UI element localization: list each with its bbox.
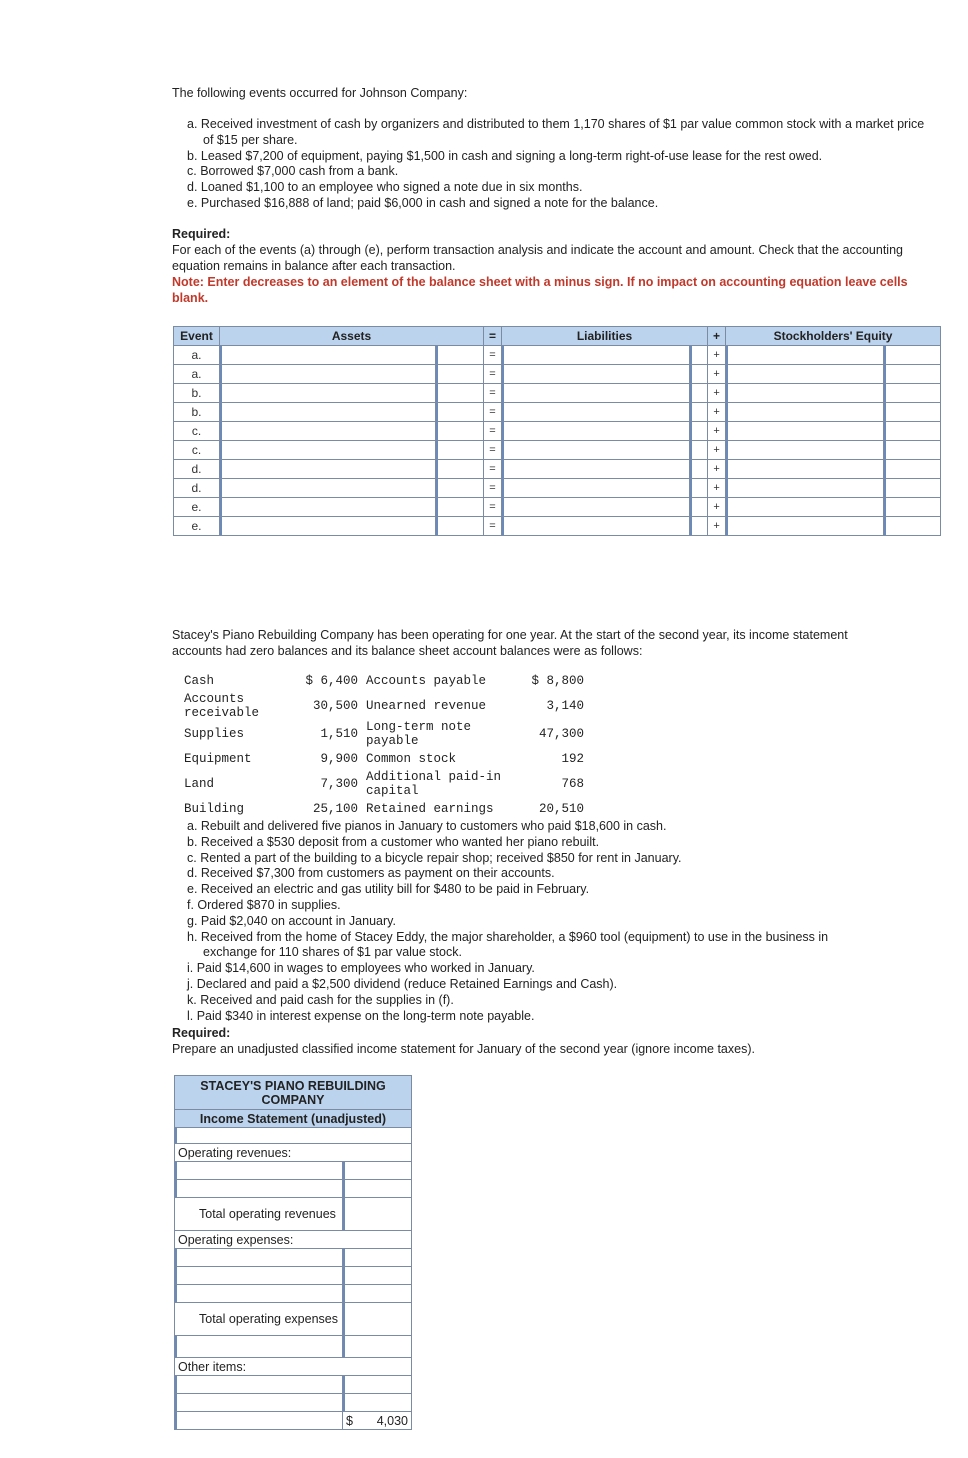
transaction-row [174,479,941,498]
problem2-event-list [187,819,877,1024]
assets-amount-cell [436,441,484,460]
asset-name: Equipment [184,752,252,766]
header-stockholders-equity: Stockholders' Equity [726,327,941,346]
pretax-income-input[interactable] [343,1394,411,1411]
equity-account-input[interactable] [726,384,883,402]
equity-account-input[interactable] [726,460,883,478]
event-label: c. [174,422,220,441]
income-statement [174,1075,412,1430]
equity-account-cell [726,346,884,365]
equity-amount-cell [884,403,941,422]
assets-amount-cell [436,460,484,479]
total-operating-expenses-label [175,1303,343,1336]
equity-amount-cell [884,384,941,403]
plus-sign: + [708,346,726,365]
header-liabilities: Liabilities [502,327,708,346]
liabilities-account-cell [502,498,690,517]
liability-equity-name: Long-term note payable [366,720,472,748]
equity-account-input[interactable] [726,479,883,497]
revenue-account-input-2[interactable] [175,1180,342,1197]
assets-account-input[interactable] [220,384,435,402]
equity-amount-input[interactable] [884,441,940,459]
assets-amount-input[interactable] [436,422,483,440]
equity-account-input[interactable] [726,498,883,516]
assets-amount-input[interactable] [436,346,483,364]
liabilities-account-cell [502,517,690,536]
assets-account-cell [220,422,436,441]
header-plus: + [708,327,726,346]
other-item-amount-input[interactable] [343,1376,411,1393]
problem2-event-item: d. Received $7,300 from customers as payment on their accounts. [187,866,555,881]
equity-account-cell [726,403,884,422]
asset-name: Supplies [184,727,245,741]
liabilities-amount-cell [690,441,708,460]
expense-account-input-2[interactable] [175,1267,342,1284]
net-income-value[interactable] [343,1412,412,1430]
balance-row [180,720,588,748]
problem1-event-item: d. Loaned $1,100 to an employee who signed a note due in six months. [187,180,583,195]
revenue-amount-input-2[interactable] [343,1180,411,1197]
equals-sign: = [484,384,502,403]
liabilities-amount-input[interactable] [690,384,707,402]
liabilities-amount-cell [690,422,708,441]
plus-sign: + [708,517,726,536]
assets-account-input[interactable] [220,403,435,421]
assets-account-input[interactable] [220,346,435,364]
dollar-sign: $ [346,1413,353,1428]
revenue-amount-input-1[interactable] [343,1162,411,1179]
equity-amount-input[interactable] [884,346,940,364]
balance-row [180,692,588,720]
event-label: e. [174,517,220,536]
assets-account-cell [220,498,436,517]
header-equals: = [484,327,502,346]
liabilities-amount-input[interactable] [690,460,707,478]
liabilities-account-input[interactable] [502,422,689,440]
problem2-event-item: c. Rented a part of the building to a bicycle repair shop; received $850 for rent in January. [187,850,682,865]
liability-equity-name: Accounts payable [366,674,487,688]
total-operating-revenues-text: Total operating revenues [199,1207,336,1221]
assets-amount-input[interactable] [436,441,483,459]
transaction-row [174,441,941,460]
liabilities-account-input[interactable] [502,460,689,478]
total-operating-revenues-input[interactable] [343,1198,411,1230]
assets-amount-cell [436,384,484,403]
liabilities-amount-input[interactable] [690,365,707,383]
asset-value: $ 6,400 [305,674,358,688]
net-income-amount: 4,030 [376,1413,408,1428]
event-label: d. [174,479,220,498]
assets-account-input[interactable] [220,365,435,383]
assets-account-input[interactable] [220,517,435,535]
liability-equity-name: Retained earnings [366,802,494,816]
equity-amount-input[interactable] [884,403,940,421]
transaction-row [174,346,941,365]
equity-account-cell [726,460,884,479]
liabilities-amount-cell [690,517,708,536]
pretax-income-label-input[interactable] [175,1394,342,1411]
problem1-event-item: a. Received investment of cash by organizers and distributed to them 1,170 shares of $1 par value common stock with a market price of $15 per share. [187,117,925,147]
plus-sign: + [708,422,726,441]
transaction-table [173,326,941,536]
statement-company-name: STACEY'S PIANO REBUILDING COMPANY [175,1076,412,1110]
assets-amount-cell [436,517,484,536]
expense-account-input-3[interactable] [175,1285,342,1302]
equals-sign: = [484,460,502,479]
liabilities-amount-input[interactable] [690,346,707,364]
header-event: Event [174,327,220,346]
liabilities-account-cell [502,346,690,365]
asset-name: Land [184,777,215,791]
asset-name: Cash [184,674,215,688]
asset-value: 7,300 [320,777,358,791]
liabilities-account-cell [502,479,690,498]
liabilities-amount-input[interactable] [690,517,707,535]
assets-account-cell [220,441,436,460]
assets-amount-cell [436,403,484,422]
problem2-event-item: a. Rebuilt and delivered five pianos in January to customers who paid $18,600 in cash. [187,819,667,833]
asset-name: Accounts receivable [184,692,260,720]
plus-sign: + [708,479,726,498]
liabilities-amount-input[interactable] [690,422,707,440]
balance-row [180,798,588,820]
event-label: a. [174,365,220,384]
liabilities-account-cell [502,365,690,384]
problem1-required-label: Required: [172,227,231,241]
equity-amount-cell [884,479,941,498]
problem1-intro: The following events occurred for Johnson Company: [172,86,468,100]
transaction-row [174,460,941,479]
problem2-intro: Stacey's Piano Rebuilding Company has been operating for one year. At the start of the second year, its income statement accounts had zero balances and its balance sheet account balances were as follows: [172,628,848,658]
equity-account-cell [726,384,884,403]
assets-amount-cell [436,422,484,441]
equity-account-input[interactable] [726,422,883,440]
operating-revenues-label: Operating revenues: [175,1144,412,1162]
equity-account-input[interactable] [726,346,883,364]
balance-table [180,670,588,820]
assets-amount-cell [436,498,484,517]
expense-amount-input-3[interactable] [343,1285,411,1302]
problem1-note: Note: Enter decreases to an element of the balance sheet with a minus sign. If no impact on accounting equation leave cells blank. [172,275,908,305]
liabilities-account-input[interactable] [502,346,689,364]
event-label: d. [174,460,220,479]
assets-amount-input[interactable] [436,517,483,535]
liabilities-amount-cell [690,365,708,384]
event-label: a. [174,346,220,365]
liability-equity-name: Unearned revenue [366,699,487,713]
event-label: e. [174,498,220,517]
total-operating-revenues-label [175,1198,343,1231]
problem2-event-item: l. Paid $340 in interest expense on the long-term note payable. [187,1008,535,1023]
equity-amount-cell [884,365,941,384]
statement-date-input[interactable] [175,1128,411,1143]
balance-row [180,670,588,692]
equity-account-cell [726,517,884,536]
assets-amount-input[interactable] [436,479,483,497]
plus-sign: + [708,384,726,403]
assets-amount-input[interactable] [436,498,483,516]
assets-account-cell [220,365,436,384]
expense-amount-input-2[interactable] [343,1267,411,1284]
liabilities-account-cell [502,384,690,403]
revenue-account-input-1[interactable] [175,1162,342,1179]
equity-account-input[interactable] [726,403,883,421]
equity-account-input[interactable] [726,517,883,535]
liabilities-account-cell [502,460,690,479]
assets-amount-input[interactable] [436,384,483,402]
assets-account-cell [220,479,436,498]
total-operating-expenses-input[interactable] [343,1303,411,1335]
problem2-event-item: i. Paid $14,600 in wages to employees who worked in January. [187,961,535,976]
other-items-label: Other items: [175,1358,412,1376]
equity-account-cell [726,479,884,498]
plus-sign: + [708,365,726,384]
transaction-row [174,422,941,441]
liabilities-amount-cell [690,498,708,517]
equity-account-cell [726,365,884,384]
transaction-row [174,403,941,422]
equals-sign: = [484,403,502,422]
header-assets: Assets [220,327,484,346]
assets-amount-cell [436,365,484,384]
problem1-event-item: b. Leased $7,200 of equipment, paying $1,500 in cash and signing a long-term right-of-use lease for the rest owed. [187,148,823,163]
asset-value: 30,500 [312,699,358,713]
problem2-event-item: g. Paid $2,040 on account in January. [187,913,396,928]
equity-account-cell [726,422,884,441]
event-label: b. [174,403,220,422]
problem1-event-list [187,117,927,212]
transaction-row [174,384,941,403]
liabilities-amount-input[interactable] [690,479,707,497]
operating-income-input[interactable] [343,1336,411,1357]
liabilities-account-cell [502,441,690,460]
assets-account-cell [220,460,436,479]
equals-sign: = [484,517,502,536]
equals-sign: = [484,422,502,441]
liabilities-amount-cell [690,384,708,403]
asset-value: 9,900 [320,752,358,766]
liabilities-amount-input[interactable] [690,403,707,421]
assets-amount-cell [436,346,484,365]
equity-account-input[interactable] [726,441,883,459]
equals-sign: = [484,498,502,517]
assets-account-input[interactable] [220,498,435,516]
plus-sign: + [708,441,726,460]
transaction-row [174,498,941,517]
plus-sign: + [708,403,726,422]
liability-equity-value: 20,510 [538,802,584,816]
event-label: c. [174,441,220,460]
problem2-event-item: b. Received a $530 deposit from a customer who wanted her piano rebuilt. [187,834,600,849]
assets-amount-input[interactable] [436,365,483,383]
plus-sign: + [708,498,726,517]
operating-expenses-label: Operating expenses: [175,1231,412,1249]
equals-sign: = [484,346,502,365]
operating-income-label-input[interactable] [175,1336,342,1357]
problem2-required-label: Required: [172,1026,231,1040]
plus-sign: + [708,460,726,479]
problem1-required-text: For each of the events (a) through (e), perform transaction analysis and indicate the account and amount. Check that the accounting equation remains in balance after each transaction. [172,243,903,273]
equity-amount-cell [884,460,941,479]
problem2-event-item: h. Received from the home of Stacey Eddy, the major shareholder, a $960 tool (equipment) to use in the business in exchange for 110 shares of $1 par value stock. [187,929,829,960]
expense-account-input-1[interactable] [175,1249,342,1266]
transaction-row [174,517,941,536]
asset-value: 1,510 [320,727,358,741]
equity-amount-input[interactable] [884,498,940,516]
liability-equity-name: Additional paid-in capital [366,770,502,798]
net-income-label-input[interactable] [175,1412,342,1429]
event-label: b. [174,384,220,403]
liability-equity-value: 3,140 [546,699,584,713]
liabilities-amount-cell [690,460,708,479]
problem2-event-item: k. Received and paid cash for the supplies in (f). [187,992,454,1007]
equity-amount-input[interactable] [884,517,940,535]
assets-amount-cell [436,479,484,498]
problem2-event-item: e. Received an electric and gas utility bill for $480 to be paid in February. [187,882,590,897]
liability-equity-value: 192 [561,752,584,766]
assets-account-cell [220,384,436,403]
equity-amount-cell [884,441,941,460]
liabilities-amount-input[interactable] [690,441,707,459]
assets-account-input[interactable] [220,479,435,497]
liability-equity-value: 768 [561,777,584,791]
transaction-row [174,365,941,384]
equity-account-input[interactable] [726,365,883,383]
liabilities-account-cell [502,422,690,441]
equity-amount-input[interactable] [884,365,940,383]
liability-equity-name: Common stock [366,752,457,766]
assets-amount-input[interactable] [436,460,483,478]
liabilities-amount-cell [690,479,708,498]
liabilities-account-input[interactable] [502,517,689,535]
equals-sign: = [484,441,502,460]
asset-value: 25,100 [312,802,358,816]
equals-sign: = [484,479,502,498]
liabilities-account-input[interactable] [502,365,689,383]
other-item-account-input[interactable] [175,1376,342,1393]
asset-name: Building [184,802,245,816]
assets-account-cell [220,517,436,536]
statement-title: Income Statement (unadjusted) [175,1110,412,1128]
equity-account-cell [726,441,884,460]
assets-account-cell [220,346,436,365]
liabilities-account-input[interactable] [502,403,689,421]
equity-amount-input[interactable] [884,422,940,440]
equity-amount-cell [884,346,941,365]
assets-account-cell [220,403,436,422]
liabilities-account-input[interactable] [502,479,689,497]
equity-amount-cell [884,498,941,517]
problem2-event-item: j. Declared and paid a $2,500 dividend (reduce Retained Earnings and Cash). [187,976,618,991]
equity-amount-input[interactable] [884,460,940,478]
liabilities-account-input[interactable] [502,498,689,516]
problem1-event-item: c. Borrowed $7,000 cash from a bank. [187,164,399,179]
equity-amount-cell [884,422,941,441]
liabilities-account-input[interactable] [502,384,689,402]
expense-amount-input-1[interactable] [343,1249,411,1266]
assets-account-input[interactable] [220,422,435,440]
equity-amount-input[interactable] [884,479,940,497]
liabilities-account-input[interactable] [502,441,689,459]
liabilities-amount-cell [690,346,708,365]
liability-equity-value: 47,300 [538,727,584,741]
liabilities-account-cell [502,403,690,422]
equals-sign: = [484,365,502,384]
equity-account-cell [726,498,884,517]
balance-row [180,748,588,770]
liability-equity-value: $ 8,800 [531,674,584,688]
assets-account-input[interactable] [220,460,435,478]
equity-amount-input[interactable] [884,384,940,402]
equity-amount-cell [884,517,941,536]
problem2-event-item: f. Ordered $870 in supplies. [187,897,341,912]
liabilities-amount-cell [690,403,708,422]
problem2-required-text: Prepare an unadjusted classified income statement for January of the second year (ignore income taxes). [172,1042,755,1056]
assets-amount-input[interactable] [436,403,483,421]
total-operating-expenses-text: Total operating expenses [199,1312,338,1326]
liabilities-amount-input[interactable] [690,498,707,516]
assets-account-input[interactable] [220,441,435,459]
balance-row [180,770,588,798]
problem1-event-item: e. Purchased $16,888 of land; paid $6,000 in cash and signed a note for the balance. [187,195,659,210]
